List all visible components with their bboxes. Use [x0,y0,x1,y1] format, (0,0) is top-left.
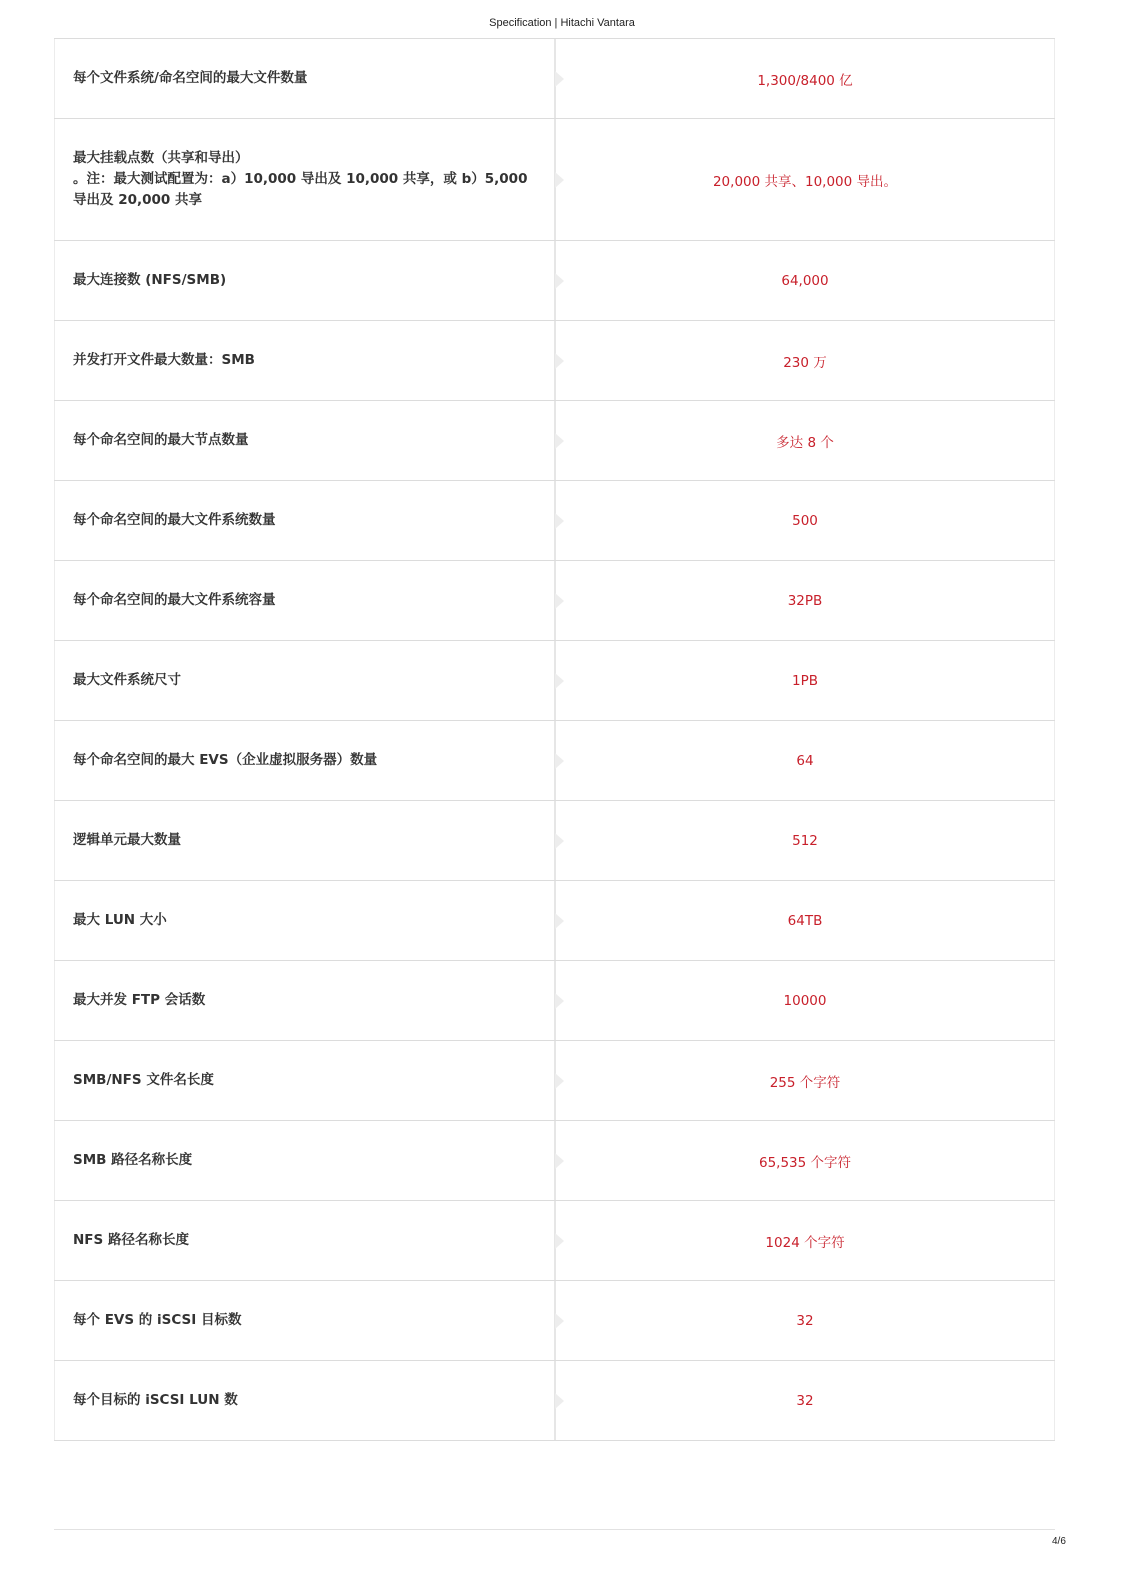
spec-value: 20,000 共享、10,000 导出。 [556,119,1055,240]
spec-row [54,481,1055,561]
spec-label: 并发打开文件最大数量：SMB [54,321,554,400]
spec-row [54,721,1055,801]
spec-value: 32 [556,1281,1055,1360]
divider-arrow-icon [554,1361,556,1440]
spec-row [54,39,1055,119]
spec-row [54,961,1055,1041]
spec-value: 230 万 [556,321,1055,400]
spec-value: 64TB [556,881,1055,960]
divider-arrow-icon [554,1201,556,1280]
spec-row [54,1041,1055,1121]
spec-label: 每个目标的 iSCSI LUN 数 [54,1361,554,1440]
divider-arrow-icon [554,561,556,640]
spec-label: 逻辑单元最大数量 [54,801,554,880]
spec-row [54,241,1055,321]
spec-row [54,119,1055,241]
spec-value: 1,300/8400 亿 [556,39,1055,118]
spec-label: 每个命名空间的最大文件系统数量 [54,481,554,560]
spec-label-text: 最大挂载点数（共享和导出） 。注：最大测试配置为：a）10,000 导出及 10,000 共享，或 b）5,000 导出及 20,000 共享 [73,150,528,208]
spec-label: 最大 LUN 大小 [54,881,554,960]
spec-value: 10000 [556,961,1055,1040]
spec-row [54,1281,1055,1361]
page-header-title: Specification | Hitachi Vantara [489,17,635,29]
spec-label: 每个文件系统/命名空间的最大文件数量 [54,39,554,118]
divider-arrow-icon [554,401,556,480]
divider-arrow-icon [554,801,556,880]
spec-value: 1PB [556,641,1055,720]
spec-value: 512 [556,801,1055,880]
divider-arrow-icon [554,1121,556,1200]
spec-row [54,641,1055,721]
spec-label: 最大并发 FTP 会话数 [54,961,554,1040]
divider-arrow-icon [554,119,556,240]
spec-value: 64 [556,721,1055,800]
spec-value: 500 [556,481,1055,560]
divider-arrow-icon [554,1281,556,1360]
spec-row [54,1361,1055,1441]
divider-arrow-icon [554,721,556,800]
spec-value: 64,000 [556,241,1055,320]
page-number: 4/6 [1052,1536,1066,1547]
spec-label: SMB/NFS 文件名长度 [54,1041,554,1120]
spec-label: 每个命名空间的最大节点数量 [54,401,554,480]
spec-value: 32 [556,1361,1055,1440]
spec-value: 65,535 个字符 [556,1121,1055,1200]
spec-label: 每个命名空间的最大 EVS（企业虚拟服务器）数量 [54,721,554,800]
divider-arrow-icon [554,961,556,1040]
spec-row [54,561,1055,641]
spec-row [54,1121,1055,1201]
spec-label: 每个 EVS 的 iSCSI 目标数 [54,1281,554,1360]
spec-row [54,881,1055,961]
spec-label [54,119,554,240]
spec-table [54,38,1055,1441]
spec-value: 多达 8 个 [556,401,1055,480]
spec-label: 最大文件系统尺寸 [54,641,554,720]
divider-arrow-icon [554,321,556,400]
spec-value: 255 个字符 [556,1041,1055,1120]
divider-arrow-icon [554,39,556,118]
divider-arrow-icon [554,881,556,960]
spec-value: 32PB [556,561,1055,640]
divider-arrow-icon [554,481,556,560]
spec-label: SMB 路径名称长度 [54,1121,554,1200]
spec-label: 每个命名空间的最大文件系统容量 [54,561,554,640]
spec-row [54,321,1055,401]
spec-row [54,401,1055,481]
spec-row [54,1201,1055,1281]
spec-label: 最大连接数 (NFS/SMB) [54,241,554,320]
spec-label: NFS 路径名称长度 [54,1201,554,1280]
divider-arrow-icon [554,641,556,720]
spec-value: 1024 个字符 [556,1201,1055,1280]
footer-divider [54,1529,1055,1530]
spec-row [54,801,1055,881]
divider-arrow-icon [554,1041,556,1120]
divider-arrow-icon [554,241,556,320]
